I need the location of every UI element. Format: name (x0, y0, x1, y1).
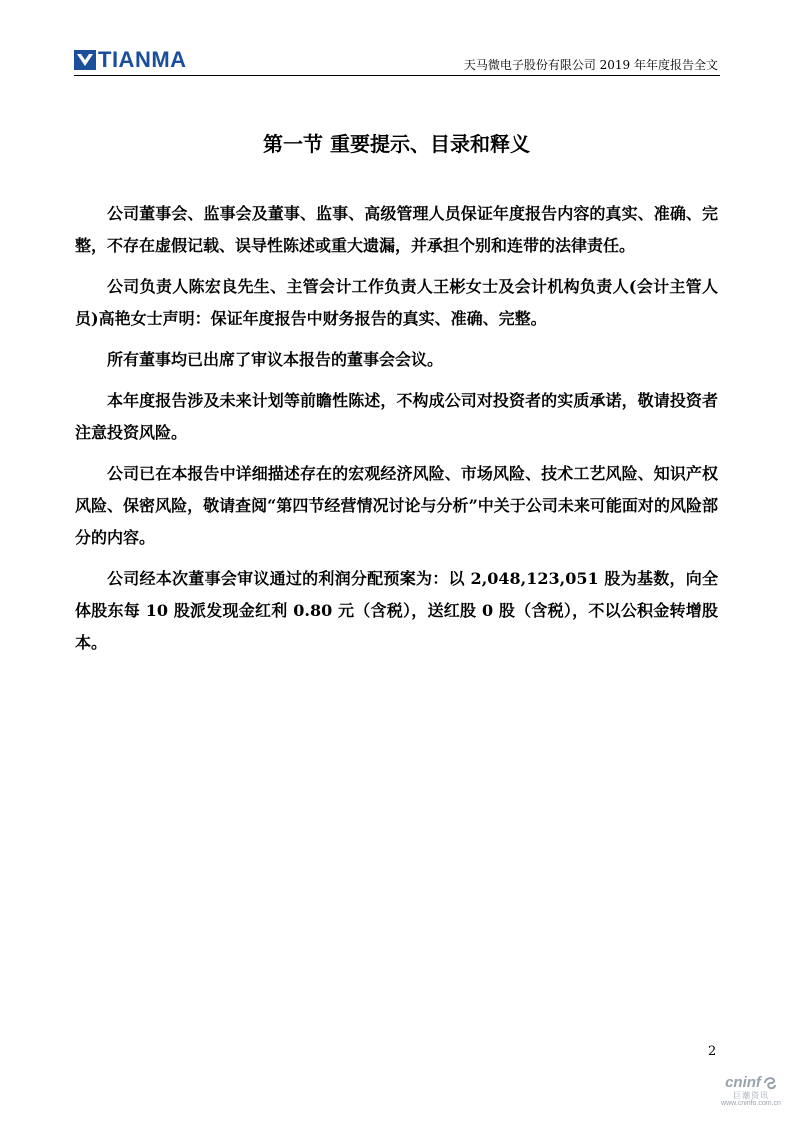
paragraph-declaration: 公司负责人陈宏良先生、主管会计工作负责人王彬女士及会计机构负责人(会计主管人员)高艳女士声明：保证年度报告中财务报告的真实、准确、完整。 (75, 277, 718, 328)
cninfo-watermark (718, 1074, 784, 1108)
tianma-logo-icon (74, 50, 96, 70)
paragraph-responsibility: 公司董事会、监事会及董事、监事、高级管理人员保证年度报告内容的真实、准确、完整，不存在虚假记载、误导性陈述或重大遗漏，并承担个别和连带的法律责任。 (75, 204, 718, 255)
logo-text: TIANMA (98, 47, 187, 72)
tianma-logo (74, 48, 187, 72)
page-number: 2 (708, 1044, 717, 1059)
paragraph-dividend: 公司经本次董事会审议通过的利润分配预案为：以 2,048,123,051 股为基数，向全体股东每 10 股派发现金红利 0.80 元（含税），送红股 0 股（含税），不以公积金转增股本。 (75, 569, 718, 652)
watermark-logo (718, 1074, 784, 1091)
page-header (74, 48, 720, 76)
watermark-chinese: 巨潮资讯 (733, 1091, 769, 1100)
report-title: 天马微电子股份有限公司 2019 年年度报告全文 (463, 58, 718, 72)
paragraph-attendance: 所有董事均已出席了审议本报告的董事会会议。 (107, 350, 444, 369)
watermark-brand: cninf (725, 1074, 761, 1091)
body-text (75, 198, 718, 668)
swirl-icon (763, 1076, 777, 1090)
paragraph-forward-looking: 本年度报告涉及未来计划等前瞻性陈述，不构成公司对投资者的实质承诺，敬请投资者注意投资风险。 (75, 391, 718, 442)
watermark-url: www.cninfo.com.cn (721, 1100, 781, 1107)
paragraph-risks: 公司已在本报告中详细描述存在的宏观经济风险、市场风险、技术工艺风险、知识产权风险、保密风险，敬请查阅“第四节经营情况讨论与分析”中关于公司未来可能面对的风险部分的内容。 (75, 464, 718, 547)
section-title: 第一节 重要提示、目录和释义 (263, 132, 530, 156)
